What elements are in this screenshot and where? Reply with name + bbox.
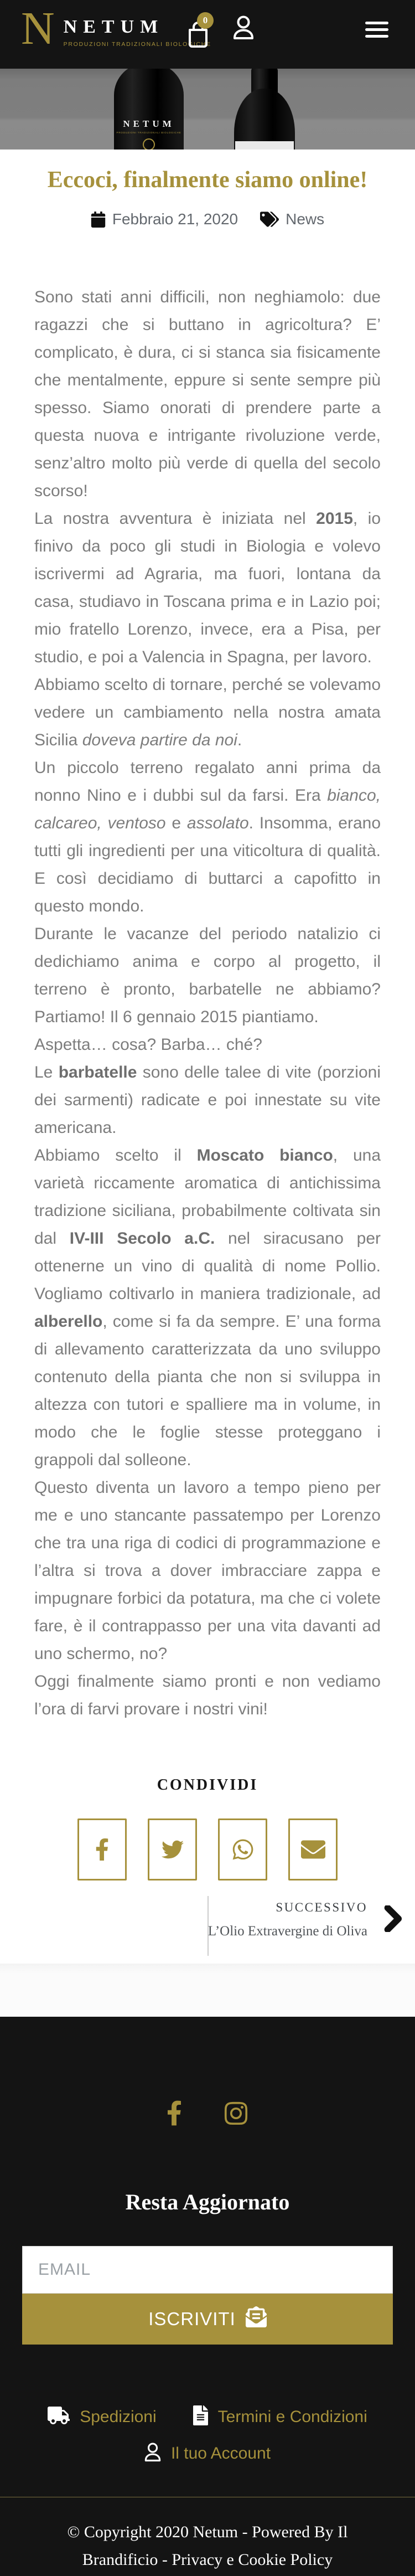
whatsapp-icon (231, 1838, 255, 1861)
next-post-title: L’Olio Extravergine di Oliva (208, 1924, 367, 1939)
twitter-icon (160, 1838, 185, 1861)
share-buttons (34, 1818, 381, 1881)
paragraph: Abbiamo scelto il Moscato bianco, una varietà riccamente aromatica di antichissima tradizione siciliana, probabilmente coltivata sin dal IV-III Secolo a.C. nel siracusano per ottenerne un vino di qualità di nome Pollio. Vogliamo coltivarlo in maniera tradizionale, ad alberello, come si fa da sempre. E’ una forma di allevamento caratterizzata da uno sviluppo contenuto della pianta che non si sviluppa in altezza con tutori e spalliere ma in volume, in modo che le foglie stesse proteggano i grappoli dal solleone. (34, 1146, 381, 1469)
account-button[interactable] (233, 16, 254, 40)
footer-link-spedizioni[interactable]: Spedizioni (48, 2407, 156, 2427)
facebook-icon (95, 1837, 109, 1862)
paragraph: Le barbatelle sono delle talee di vite (porzioni dei sarmenti) radicate e poi innestate su vite americana. (34, 1063, 381, 1137)
post-date: Febbraio 21, 2020 (112, 210, 238, 228)
instagram-icon[interactable] (223, 2100, 249, 2129)
hamburger-menu-icon[interactable] (365, 22, 388, 38)
footer-social (0, 2017, 415, 2130)
paragraph: Questo diventa un lavoro a tempo pieno per me e uno stancante passatempo per Lorenzo che tra una riga di codici di programmazione e l’altra si trova a dover imbracciare zappa e impugnare forbici da potatura, ma che ci volete fare, è il contrappasso per una vita davanti ad uno schermo, no? (34, 1478, 381, 1663)
site-footer (0, 2017, 415, 2576)
paragraph: Sono stati anni difficili, non neghiamolo: due ragazzi che si buttano in agricoltura? E’ complicato, è dura, ci si stanca sia fisicamente che mentalmente, eppure si sente sempre più spesso. Siamo onorati di prendere parte a questa nuova e intrigante rivoluzione verde, senz’altro molto più verde di quella del secolo scorso! (34, 288, 381, 500)
envelope-open-icon (246, 2306, 267, 2332)
cart-button[interactable] (185, 15, 216, 48)
bottle-emblem (143, 138, 155, 150)
next-post-link[interactable] (208, 1900, 403, 1939)
footer-link-account[interactable]: Il tuo Account (144, 2443, 271, 2465)
netum-logo[interactable] (21, 3, 211, 54)
bottle-label: NETUM PRODUZIONI TRADIZIONALI BIOLOGICHE (114, 119, 184, 150)
wine-bottle-right (234, 69, 295, 150)
copyright-text: © Copyright 2020 Netum - Powered By Il Brandificio - Privacy e Cookie Policy (67, 2523, 348, 2569)
user-icon (233, 33, 254, 42)
site-header (0, 0, 415, 69)
facebook-icon[interactable] (167, 2099, 182, 2130)
share-facebook-button[interactable] (77, 1818, 127, 1881)
subscribe-button-label: ISCRIVITI (148, 2309, 236, 2329)
email-field[interactable] (22, 2246, 393, 2294)
logo-n-glyph: N (21, 3, 55, 54)
footer-link-termini[interactable]: Termini e Condizioni (193, 2405, 367, 2428)
share-twitter-button[interactable] (148, 1818, 197, 1881)
page-title: Eccoci, finalmente siamo online! (47, 167, 368, 193)
bottle-white-label (235, 141, 294, 150)
post-meta (34, 210, 381, 228)
user-icon (144, 2443, 161, 2465)
footer-links (0, 2405, 415, 2465)
paragraph: Oggi finalmente siamo pronti e non vediamo l’ora di farvi provare i nostri vini! (34, 1672, 381, 1718)
tags-icon (260, 212, 279, 227)
subscribe-button[interactable] (22, 2294, 393, 2345)
share-heading: CONDIVIDI (157, 1776, 258, 1794)
envelope-icon (301, 1837, 325, 1862)
document-icon (193, 2405, 208, 2428)
newsletter-form (22, 2246, 393, 2345)
paragraph: La nostra avventura è iniziata nel 2015, io finivo da poco gli studi in Biologia e volevo iscrivermi ad Agraria, ma fuori, lontana da casa, studiavo in Toscana prima e in Lazio poi; mio fratello Lorenzo, invece, era a Pisa, per studio, e poi a Valencia in Spagna, per lavoro. (34, 509, 381, 666)
paragraph: Abbiamo scelto di tornare, perché se volevamo vedere un cambiamento nella nostra amata Sicilia doveva partire da noi. (34, 676, 381, 749)
calendar-icon (91, 212, 106, 228)
article-body (34, 284, 381, 1723)
post-navigation (34, 1896, 403, 1956)
paragraph: Aspetta… cosa? Barba… ché? (34, 1035, 262, 1054)
article-card (0, 150, 415, 1964)
chevron-right-icon (384, 1905, 403, 1935)
truck-icon (48, 2407, 70, 2427)
logo-tagline: PRODUZIONI TRADIZIONALI BIOLOGICHE (63, 41, 211, 48)
newsletter-heading: Resta Aggiornato (125, 2189, 290, 2214)
shopping-bag-icon (185, 40, 212, 50)
prefooter-spacer (0, 1964, 415, 2017)
next-post-label: SUCCESSIVO (276, 1900, 367, 1914)
post-category[interactable]: News (286, 210, 325, 228)
share-whatsapp-button[interactable] (218, 1818, 267, 1881)
wine-bottle-left (114, 69, 184, 150)
logo-wordmark: NETUM (63, 17, 164, 37)
share-email-button[interactable] (288, 1818, 338, 1881)
paragraph: Un piccolo terreno regalato anni prima da nonno Nino e i dubbi sul da farsi. Era bianco, calcareo, ventoso e assolato. Insomma, erano tutti gli ingredienti per una viticoltura di qualità. E così decidiamo di buttarci a capofitto in questo mondo. (34, 759, 381, 915)
paragraph: Durante le vacanze del periodo natalizio ci dedichiamo anima e corpo al progetto, il terreno è pronto, barbatelle ne abbiamo? Partiamo! Il 6 gennaio 2015 piantiamo. (34, 925, 381, 1026)
hero-image (0, 69, 415, 150)
cart-count-badge: 0 (197, 12, 214, 29)
